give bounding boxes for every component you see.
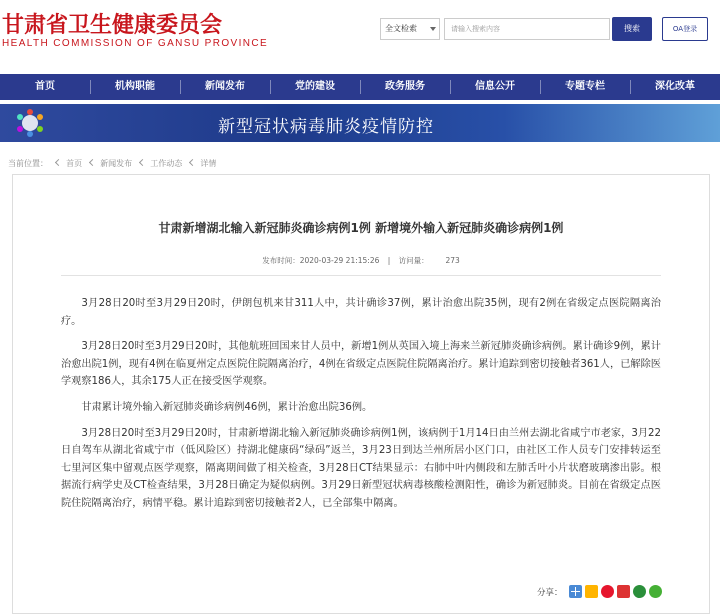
- site-header: [0, 0, 720, 62]
- breadcrumb-item-news[interactable]: 新闻发布: [100, 159, 133, 168]
- published-label: 发布时间：: [262, 256, 300, 265]
- article-paragraph: 甘肃累计境外输入新冠肺炎确诊病例46例，累计治愈出院36例。: [81, 401, 373, 413]
- nav-item-services[interactable]: 政务服务: [360, 74, 450, 100]
- share-bar: [537, 585, 662, 598]
- nav-item-party[interactable]: 党的建设: [270, 74, 360, 100]
- breadcrumb-item-detail: 详情: [200, 159, 217, 168]
- virus-emblem-icon: [12, 108, 48, 138]
- douban-icon[interactable]: [633, 585, 646, 598]
- breadcrumb: [8, 158, 218, 169]
- search-scope-select[interactable]: [380, 18, 440, 40]
- breadcrumb-item-home[interactable]: 首页: [66, 159, 83, 168]
- site-logo-en: HEALTH COMMISSION OF GANSU PROVINCE: [2, 38, 269, 49]
- meta-separator: |: [387, 256, 391, 265]
- article-body: [13, 175, 709, 613]
- chevron-right-icon: [89, 159, 96, 166]
- oa-login-button[interactable]: OA登录: [662, 17, 708, 41]
- article-title: 甘肃新增湖北输入新冠肺炎确诊病例1例 新增境外输入新冠肺炎确诊病例1例: [158, 221, 564, 235]
- nav-item-disclosure[interactable]: 信息公开: [450, 74, 540, 100]
- nav-item-topics[interactable]: 专题专栏: [540, 74, 630, 100]
- chevron-right-icon: [55, 159, 62, 166]
- nav-item-reform[interactable]: 深化改革: [630, 74, 720, 100]
- article-container: [12, 174, 710, 614]
- article-paragraph: 3月28日20时至3月29日20时，其他航班回国来甘人员中，新增1例从英国入境上海来兰新冠肺炎确诊病例。累计确诊9例，累计治愈出院1例，现有4例在临夏州定点医院住院隔离治疗，4例在省级定点医院住院隔离治疗。累计追踪到密切接触者361人，已解除医学观察186人，其余175人正在接受医学观察。: [61, 341, 661, 388]
- article-paragraph: 3月28日20时至3月29日20时，伊朗包机来甘311人中，共计确诊37例，累计治愈出院35例，现有2例在省级定点医院隔离治疗。: [61, 298, 661, 327]
- search-scope-value: 全文检索: [385, 24, 417, 33]
- breadcrumb-item-work[interactable]: 工作动态: [150, 159, 183, 168]
- main-nav: [0, 74, 720, 100]
- chevron-right-icon: [189, 159, 196, 166]
- search-button[interactable]: 搜索: [612, 17, 652, 41]
- search-input[interactable]: 请输入搜索内容: [444, 18, 610, 40]
- article-meta: [13, 255, 709, 266]
- covid-banner[interactable]: [0, 104, 720, 142]
- views-label: 访问量：: [398, 256, 429, 265]
- title-divider: [61, 275, 661, 276]
- share-label: 分享：: [537, 587, 563, 598]
- wechat-icon[interactable]: [649, 585, 662, 598]
- banner-title: 新型冠状病毒肺炎疫情防控: [218, 117, 434, 137]
- site-logo-cn[interactable]: 甘肃省卫生健康委员会: [2, 13, 223, 38]
- published-time: 2020-03-29 21:15:26: [299, 256, 380, 265]
- nav-item-news[interactable]: 新闻发布: [180, 74, 270, 100]
- plus-share-icon[interactable]: [569, 585, 582, 598]
- qzone-icon[interactable]: [585, 585, 598, 598]
- renren-icon[interactable]: [617, 585, 630, 598]
- search-area: [380, 14, 710, 42]
- nav-item-functions[interactable]: 机构职能: [90, 74, 180, 100]
- article-content: [61, 295, 661, 521]
- nav-item-home[interactable]: 首页: [35, 81, 55, 92]
- views-count: 273: [445, 256, 460, 265]
- weibo-icon[interactable]: [601, 585, 614, 598]
- chevron-right-icon: [139, 159, 146, 166]
- article-paragraph: 3月28日20时至3月29日20时，甘肃新增湖北输入新冠肺炎确诊病例1例，该病例于1月14日由兰州去湖北省咸宁市老家，3月22日自驾车从湖北省咸宁市（低风险区）持湖北健康码“绿码”返兰，3月23日到达兰州所居小区门口，由社区工作人员专门安排转运至七里河区集中留观点医学观察，隔离期间做了相关检查，3月28日CT结果显示：右肺中叶内侧段和左肺舌叶小片状磨玻璃渗出影。根据流行病学史及CT检查结果，3月28日确定为疑似病例。3月29日新型冠状病毒核酸检测阳性，确诊为新冠肺炎。目前在省级定点医院住院隔离治疗，病情平稳。累计追踪到密切接触者2人，已全部集中隔离。: [61, 427, 661, 509]
- chevron-down-icon: [430, 27, 436, 31]
- breadcrumb-prefix: 当前位置：: [8, 159, 48, 168]
